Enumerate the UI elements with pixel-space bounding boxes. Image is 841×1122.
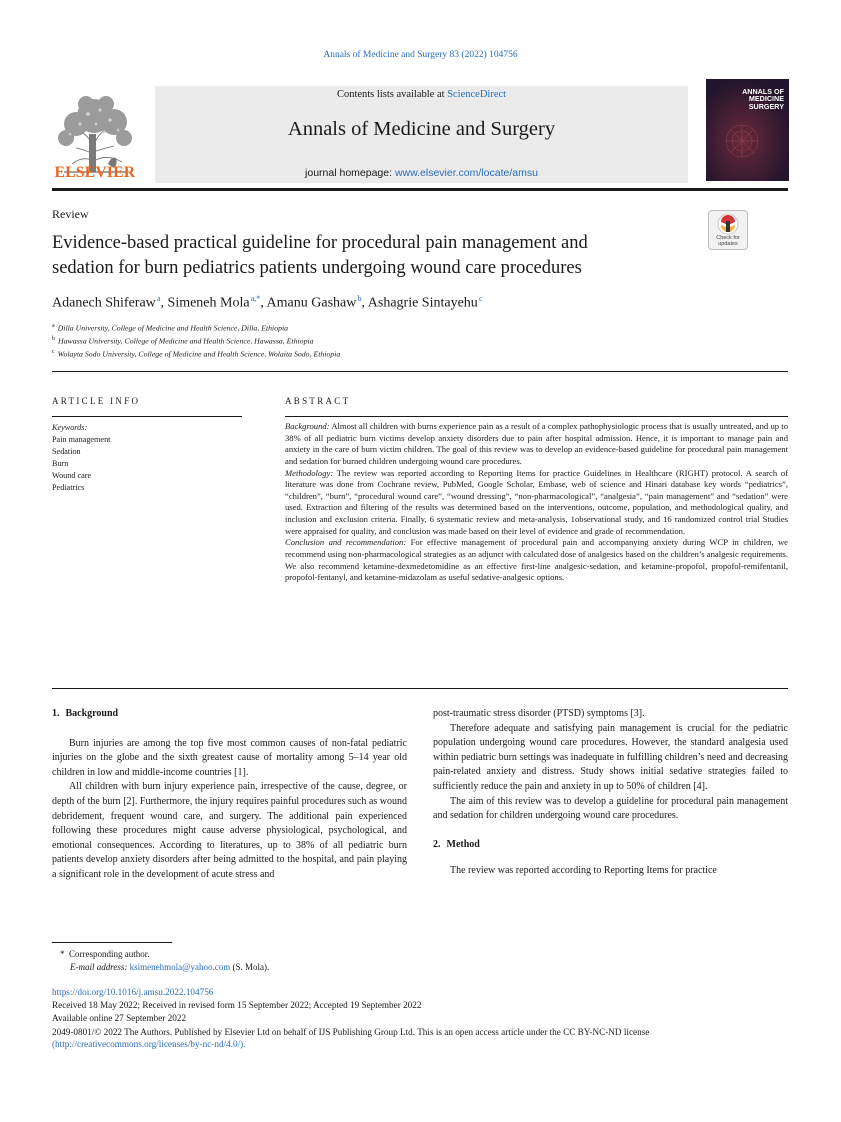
check-for-updates-button[interactable] <box>708 210 748 250</box>
article-info-heading: ARTICLE INFO <box>52 396 141 406</box>
keyword: Pediatrics <box>52 483 85 492</box>
crossmark-icon <box>709 212 747 236</box>
sciencedirect-link[interactable]: ScienceDirect <box>447 89 507 100</box>
email-link[interactable]: ksimenehmola@yahoo.com <box>129 962 231 972</box>
author-name[interactable]: Amanu Gashaw <box>266 295 357 311</box>
abstract-methodology: Methodology: The review was reported according to Reporting Items for practice Guidelines in Healthcare (RIGHT) protocol. A search of literature was done from Cochrane review, PubMed, Google Scholar, Embase, web of science and Hinari database key words “pediatrics”, “children”, “burn”, “procedural wound care”, “wound dressing”, “non-pharmacological”, “analgesia”, “pain management” and “sedation” were used. Extraction and filtering of the results was determined based on the interventions, outcome, population, and methodological quality, and inclusion and exclusion criteria. Finally, 6 systematic review and meta-analysis, 1observational study, and 16 randomized control trial Studies were appraised for quality, and conclusion was made based on their level of evidence and grade of recommendation. <box>285 467 788 536</box>
header-divider <box>52 188 788 191</box>
abstract-heading: ABSTRACT <box>285 396 351 406</box>
abstract-bottom-divider <box>52 688 788 689</box>
keywords-label: Keywords: <box>52 423 88 432</box>
keyword: Sedation <box>52 447 81 456</box>
section-heading-method: 2. Method <box>433 838 480 850</box>
corresponding-author-note: * Corresponding author. <box>60 949 150 959</box>
article-title: Evidence-based practical guideline for procedural pain management and sedation for burn pediatrics patients undergoing wound care procedures <box>52 233 588 278</box>
abstract-rule <box>285 416 788 417</box>
homepage-link[interactable]: www.elsevier.com/locate/amsu <box>394 167 538 179</box>
journal-cover-image[interactable] <box>706 79 789 181</box>
elsevier-wordmark: ELSEVIER <box>54 164 136 181</box>
contents-line: Contents lists available at ScienceDirect <box>336 89 507 100</box>
body-paragraph: post-traumatic stress disorder (PTSD) symptoms [3]. <box>433 708 645 719</box>
body-paragraph: Therefore adequate and satisfying pain management is crucial for the pediatric population undergoing wound care procedures. However, the standard analgesia used within pediatric burn settings was inadequate in fulfilling children’s need and decreasing pain-related anxiety and distress. Study shows initial sedative strategies failed to sufficiently reduce the pain and anxiety in up to 50% of children [4]. <box>433 722 788 792</box>
body-paragraph: The aim of this review was to develop a guideline for procedural pain management and sedation for children undergoing wound care procedures. <box>433 795 788 822</box>
body-paragraph: Burn injuries are among the top five most common causes of non-fatal pediatric injuries on the globe and the sixth greatest cause of mortality among 5–14 year old children in low and middle-income countries [1]. <box>52 737 407 778</box>
affiliation: $^c$ Wolayta Sodo University, College of Medicine and Health Science, Wolaita Sodo, Ethiopia <box>52 349 341 359</box>
body-paragraph: The review was reported according to Reporting Items for practice <box>450 865 717 877</box>
keyword: Wound care <box>52 471 92 480</box>
body-paragraph: All children with burn injury experience pain, irrespective of the cause, degree, or depth of the burn [2]. Furthermore, the injury requires painful procedures such as wound debridement, frequent wound care, and surgery. The additional pain experienced following these procedures might cause adverse physiological, psychological, and emotional consequences. According to literatures, up to 38% of all pediatric burn patients develop anxiety disorders after being admitted to the hospital, and pain playing a significant role in the development of acute stress and <box>52 781 407 880</box>
article-info-rule <box>52 416 242 417</box>
author-name[interactable]: Adanech Shiferaw <box>52 295 156 311</box>
author-name[interactable]: Simeneh Mola <box>167 295 250 311</box>
author-affiliation-mark[interactable]: b <box>357 294 362 303</box>
author-name[interactable]: Ashagrie Sintayehu <box>367 295 478 311</box>
received-dates: Received 18 May 2022; Received in revised form 15 September 2022; Accepted 19 September 2022 <box>52 1000 422 1010</box>
license-link[interactable]: (http://creativecommons.org/licenses/by-nc-nd/4.0/). <box>52 1039 246 1050</box>
abstract-text <box>285 421 788 584</box>
affiliation: $^a$ Dilla University, College of Medicine and Health Science, Dilla, Ethiopia <box>52 323 289 333</box>
author-affiliation-mark[interactable]: a <box>156 294 161 303</box>
cover-title: ANNALS OF MEDICINE SURGERY <box>742 87 784 111</box>
email-note: E-mail address: ksimenehmola@yahoo.com (S. Mola). <box>70 962 270 972</box>
keywords-block <box>52 422 110 494</box>
author-list: Adanech Shiferaw $^a$, Simeneh Mola $^{a,*}$, Amanu Gashaw $^b$, Ashagrie Sintayehu $^c$ <box>52 294 483 311</box>
keyword: Burn <box>52 459 69 468</box>
article-type: Review <box>52 207 89 221</box>
footnote-rule <box>52 942 172 943</box>
section-heading-background: 1. Background <box>52 708 119 719</box>
available-online: Available online 27 September 2022 <box>52 1013 187 1023</box>
affiliation: $^b$ Hawassa University, College of Medicine and Health Science, Hawassa, Ethiopia <box>52 336 314 346</box>
crossmark-label: Check for updates <box>716 235 740 247</box>
journal-citation[interactable]: Annals of Medicine and Surgery 83 (2022) 104756 <box>323 50 518 60</box>
abstract-background: Background: Almost all children with burns experience pain as a result of a complex pathophysiologic process that is usually untreated, and up to 38% of all pediatric burn victims develop anxiety disorders due to pain after hospital admission. Hence, it is important to manage pain and anxiety in the care of burn victim children. The goal of this review was to develop an evidence-based guideline for procedural pain management and sedation for burned children undergoing wound care procedures. <box>285 421 788 466</box>
author-affiliation-mark[interactable]: a,* <box>250 294 261 303</box>
license-text: 2049-0801/© 2022 The Authors. Published by Elsevier Ltd on behalf of IJS Publishing Group Ltd. This is an open access article under the CC BY-NC-ND license (http://creativecommons.org/licenses/by-nc-nd/4.0/). <box>52 1027 650 1050</box>
body-left-column <box>52 707 407 883</box>
author-affiliation-mark[interactable]: c <box>478 294 483 303</box>
affiliation-divider <box>52 371 788 372</box>
doi-link[interactable]: https://doi.org/10.1016/j.amsu.2022.104756 <box>52 987 214 997</box>
journal-homepage: journal homepage: www.elsevier.com/locate/amsu <box>305 167 538 179</box>
journal-name: Annals of Medicine and Surgery <box>287 118 556 140</box>
body-right-column <box>433 707 788 879</box>
keyword: Pain management <box>52 435 111 444</box>
abstract-conclusion: Conclusion and recommendation: For effective management of procedural pain and accompanying anxiety during WCP in children, we recommend using non-pharmacological strategies as an adjunct with calculated dose of analgesics based on the children’s analgesic requirements. We also recommend ketamine-dexmedetomidine as an effective first-line analgesic-sedation, and ketamine-propofol, propofol-remifentanil, propofol-fentanyl, and ketamine-midazolam as useful sedative-analgesic options. <box>285 537 788 583</box>
